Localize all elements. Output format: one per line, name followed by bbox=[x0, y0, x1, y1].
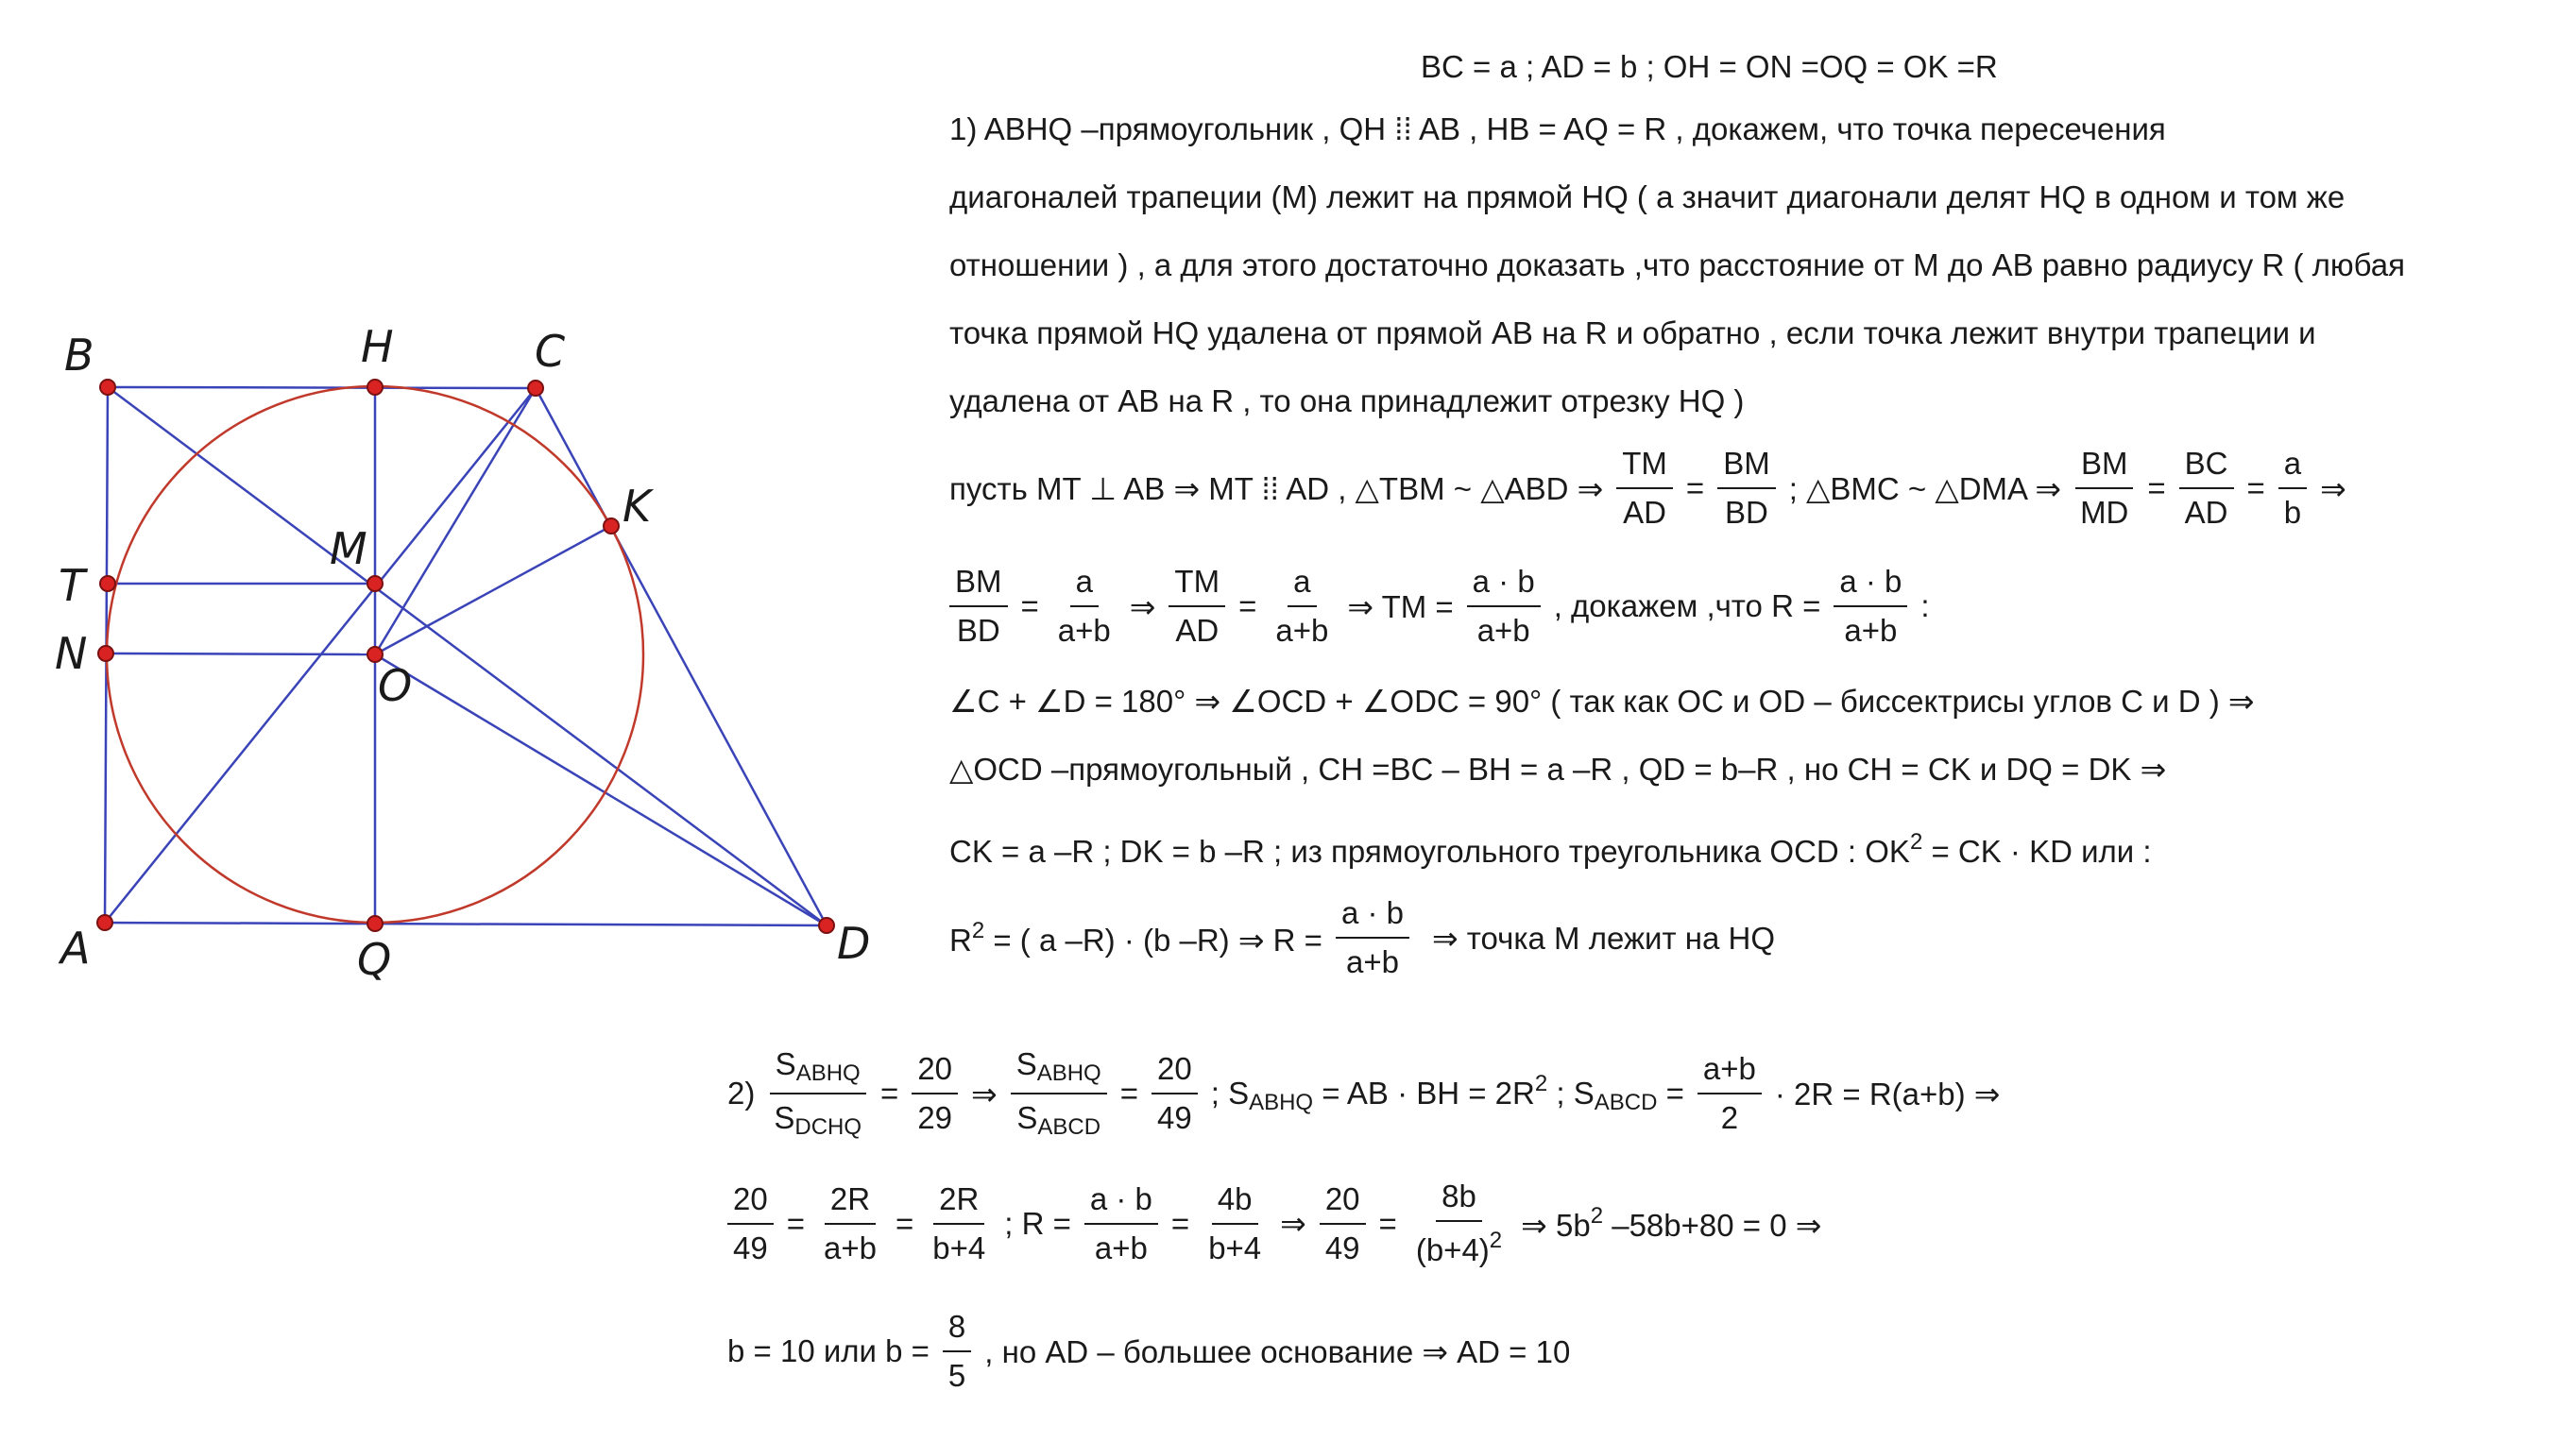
segments bbox=[105, 387, 827, 925]
diagonal-BD bbox=[108, 387, 827, 925]
l13-text-a: ; R = bbox=[1004, 1205, 1071, 1241]
label-K: K bbox=[623, 481, 652, 532]
segment-OD bbox=[375, 654, 827, 925]
fraction: $\frac{BM}{BD}$ bbox=[1717, 446, 1776, 531]
equals: = bbox=[1238, 588, 1257, 623]
label-N: N bbox=[55, 628, 88, 679]
fraction: $\frac{BM}{MD}$ bbox=[2074, 446, 2134, 531]
point-Q bbox=[367, 916, 383, 931]
fraction: $\frac{20}{49}$ bbox=[727, 1181, 774, 1266]
fraction: $\frac{a \cdot b}{a+b}$ bbox=[1084, 1181, 1158, 1266]
label-A: A bbox=[60, 923, 91, 974]
fraction: $\frac{2R}{a+b}$ bbox=[824, 1180, 877, 1265]
fraction: $\frac{a}{a+b}$ bbox=[1275, 564, 1329, 648]
formula-line-10 bbox=[949, 831, 2152, 867]
l13-text-c: ⇒ $5b^2$ –58b+80 = 0 ⇒ bbox=[1521, 1203, 1822, 1243]
l6-text-a: пусть MT ⊥ AB ⇒ MT ⁞⁞ AD , △TBM ~ △ABD ⇒ bbox=[949, 470, 1604, 506]
l10-text-b: = CK · KD или : bbox=[1922, 834, 2152, 869]
label-C: C bbox=[535, 326, 566, 377]
equals: = bbox=[1378, 1205, 1397, 1241]
l11-text-c: ⇒ точка M лежит на HQ bbox=[1431, 920, 1775, 956]
fraction: $\frac{20}{49}$ bbox=[1320, 1181, 1366, 1266]
label-T: T bbox=[59, 560, 86, 611]
implies: ⇒ bbox=[1280, 1206, 1306, 1241]
segment-BC bbox=[108, 387, 536, 388]
formula-line-13 bbox=[727, 1179, 1821, 1268]
point-D bbox=[819, 918, 834, 933]
segment-AD bbox=[105, 923, 827, 925]
point-H bbox=[367, 380, 383, 395]
fraction: $\frac{20}{29}$ bbox=[912, 1051, 958, 1136]
para1-line2: диагоналей трапеции (M) лежит на прямой HQ ( а значит диагонали делят HQ в одном и том же bbox=[949, 179, 2346, 214]
fraction: $\frac{TM}{AD}$ bbox=[1616, 446, 1673, 531]
formula-line-6 bbox=[949, 446, 2346, 531]
para1-line4: точка прямой HQ удалена от прямой AB на R и обратно , если точка лежит внутри трапеции и bbox=[949, 315, 2316, 350]
equals: = bbox=[1020, 588, 1039, 623]
segment-OC bbox=[375, 388, 536, 654]
point-T bbox=[100, 576, 115, 591]
point-N bbox=[98, 646, 113, 661]
formula-line-8: ∠C + ∠D = 180° ⇒ ∠OCD + ∠ODC = 90° ( так как OC и OD – биссектрисы углов C и D ) ⇒ bbox=[949, 684, 2255, 719]
fraction: $\frac{BC}{AD}$ bbox=[2179, 446, 2234, 531]
point-C bbox=[528, 381, 543, 396]
l14-text-b: , но AD – большее основание ⇒ AD = 10 bbox=[984, 1333, 1571, 1369]
fraction: $\frac{a+b}{2}$ bbox=[1697, 1051, 1762, 1136]
equals: = bbox=[786, 1205, 805, 1241]
formula-line-11 bbox=[949, 895, 1775, 980]
equals: = bbox=[895, 1205, 914, 1241]
segment-NO bbox=[106, 653, 375, 654]
fraction: $\frac{S_{ABHQ}}{S_{DCHQ}}$ bbox=[768, 1046, 867, 1141]
superscript: 2 bbox=[1909, 829, 1923, 855]
label-D: D bbox=[837, 918, 871, 969]
l10-text-a: CK = a –R ; DK = b –R ; из прямоугольного треугольника OCD : OK bbox=[949, 834, 1910, 869]
formula-line-12 bbox=[727, 1046, 2000, 1141]
formula-line-14 bbox=[727, 1309, 1570, 1394]
fraction: $\frac{2R}{b+4}$ bbox=[932, 1180, 986, 1265]
header-line: BC = a ; AD = b ; OH = ON =OQ = OK =R bbox=[1421, 49, 1998, 84]
label-O: O bbox=[378, 660, 413, 711]
point-B bbox=[100, 380, 115, 395]
point-M bbox=[367, 576, 383, 591]
l12-text-f: · 2R = R(a+b) ⇒ bbox=[1774, 1076, 2001, 1111]
l7-text-b: ⇒ TM = bbox=[1347, 588, 1454, 624]
fraction: $\frac{BM}{BD}$ bbox=[949, 564, 1008, 649]
fraction: $\frac{a}{a+b}$ bbox=[1057, 564, 1111, 648]
point-A bbox=[97, 915, 112, 930]
fraction: $\frac{TM}{AD}$ bbox=[1169, 564, 1225, 649]
l6-text-b: ; △BMC ~ △DMA ⇒ bbox=[1788, 470, 2062, 506]
para1-line5: удалена от AB на R , то она принадлежит отрезку HQ ) bbox=[949, 383, 1745, 418]
fraction: $\frac{a \cdot b}{a+b}$ bbox=[1834, 564, 1907, 649]
para1-line1: 1) ABHQ –прямоугольник , QH ⁞⁞ AB , HB = AQ = R , докажем, что точка пересечения bbox=[949, 111, 2166, 146]
fraction: $\frac{S_{ABHQ}}{S_{ABCD}}$ bbox=[1011, 1046, 1107, 1141]
fraction: $\frac{20}{49}$ bbox=[1152, 1051, 1198, 1136]
implies: ⇒ bbox=[2320, 470, 2346, 506]
label-M: M bbox=[330, 523, 367, 574]
fraction: $\frac{a \cdot b}{a+b}$ bbox=[1336, 895, 1409, 980]
l14-text-a: b = 10 или b = bbox=[727, 1333, 930, 1368]
label-B: B bbox=[64, 330, 94, 381]
equals: = bbox=[880, 1076, 899, 1111]
diagonal-AC bbox=[105, 388, 536, 923]
segment-CD bbox=[536, 388, 827, 925]
formula-line-7 bbox=[949, 564, 1930, 649]
point-K bbox=[604, 518, 619, 534]
equals: = bbox=[2246, 470, 2265, 505]
equals: = bbox=[1170, 1205, 1190, 1241]
fraction: $\frac{4b}{b+4}$ bbox=[1208, 1180, 1262, 1265]
l7-text-c: , докажем ,что R = bbox=[1553, 588, 1821, 623]
l11-text-a: $R^2$ = ( a –R) · (b –R) ⇒ R = bbox=[949, 917, 1322, 958]
trapezoid-figure bbox=[0, 0, 907, 1039]
label-Q: Q bbox=[357, 934, 392, 985]
l12-text-a: 2) bbox=[727, 1076, 756, 1111]
label-H: H bbox=[361, 321, 394, 372]
implies: ⇒ bbox=[1129, 588, 1156, 624]
implies: ⇒ bbox=[971, 1076, 998, 1111]
l12-text-c: ; $S_{ABHQ}$ = AB · BH = $2R^2$ ; $S_{ABCD}$ = bbox=[1210, 1071, 1684, 1115]
fraction: $\frac{8}{5}$ bbox=[943, 1309, 971, 1394]
fraction: $\frac{a \cdot b}{a+b}$ bbox=[1467, 564, 1541, 649]
para1-line3: отношении ) , а для этого достаточно доказать ,что расстояние от M до AB равно радиусу R ( любая bbox=[949, 247, 2406, 282]
fraction: $\frac{a}{b}$ bbox=[2278, 446, 2307, 531]
fraction: $\frac{8b}{(b+4)^2}$ bbox=[1415, 1179, 1503, 1267]
colon: : bbox=[1920, 588, 1930, 623]
equals: = bbox=[2147, 470, 2166, 505]
formula-line-9: △OCD –прямоугольный , CH =BC – BH = a –R , QD = b–R , но CH = CK и DQ = DK ⇒ bbox=[949, 752, 2167, 787]
equals: = bbox=[1685, 470, 1705, 505]
equals: = bbox=[1119, 1076, 1138, 1111]
